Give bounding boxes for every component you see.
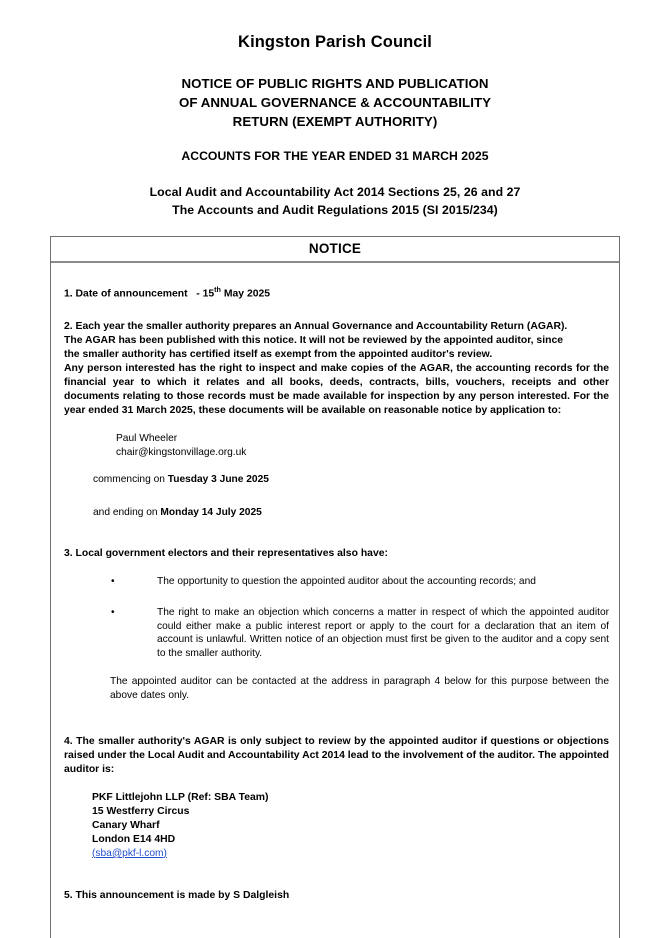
spacer — [62, 459, 609, 473]
page-title: Kingston Parish Council — [238, 33, 432, 51]
section-2-intro — [64, 320, 609, 362]
spacer — [62, 661, 609, 675]
section-3-bullet-list — [62, 575, 609, 661]
notice-table-body — [51, 263, 619, 938]
spacer — [62, 519, 609, 538]
spacer — [62, 487, 609, 506]
auditor-address — [92, 791, 609, 860]
section-1-date-number: 15 — [202, 288, 215, 300]
spacer — [62, 418, 609, 432]
notice-title-line-2: OF ANNUAL GOVERNANCE & ACCOUNTABILITY — [178, 94, 492, 110]
notice-table — [50, 236, 620, 938]
inspection-end-date: Monday 14 July 2025 — [160, 506, 262, 518]
auditor-email-close-paren: ) — [163, 847, 167, 859]
legislation-reference — [0, 184, 670, 219]
spacer — [62, 903, 609, 912]
list-item — [111, 575, 609, 589]
accounts-year-line: ACCOUNTS FOR THE YEAR ENDED 31 MARCH 2025 — [181, 149, 489, 164]
spacer — [62, 880, 609, 889]
inspection-start-prefix: commencing on — [93, 474, 168, 486]
inspection-start-line — [93, 473, 609, 487]
contact-name: Paul Wheeler — [116, 433, 178, 445]
list-item — [111, 606, 609, 661]
contact-email: chair@kingstonvillage.org.uk — [116, 446, 247, 458]
list-item-text: The right to make an objection which concerns a matter in respect of which the appointed auditor could either make a public interest report or apply to the court for a declaration that an item of account is unlawful. Written notice of an objection must first be given to the auditor and a copy sent to the smaller authority. — [157, 606, 609, 660]
notice-title-line-1: NOTICE OF PUBLIC RIGHTS AND PUBLICATION — [181, 75, 489, 91]
auditor-email-address: sba@pkf-l.com — [95, 847, 164, 859]
legislation-line-1: Local Audit and Accountability Act 2014 Sections 25, 26 and 27 — [149, 185, 521, 200]
section-4-review-conditions: 4. The smaller authority's AGAR is only subject to review by the appointed auditor if questions or objections raised under the Local Audit and Accountability Act 2014 lead to the involvement of the auditor. The appointed auditor is: — [64, 736, 609, 776]
section-2-inspection-rights: Any person interested has the right to inspect and make copies of the AGAR, the accounting records for the financial year to which it relates and all books, deeds, contracts, bills, vouchers, receipts and other documents relating to those records must be made available for inspection by any person interested. For the year ended 31 March 2025, these documents will be available on reasonable notice by application to: — [64, 363, 609, 417]
list-item-text: The opportunity to question the appointed auditor about the accounting records; and — [157, 576, 536, 588]
bullet-icon: • — [111, 606, 115, 618]
spacer — [62, 538, 609, 547]
auditor-address-line-3: Canary Wharf — [92, 820, 160, 832]
section-1-date-rest: May 2025 — [223, 288, 271, 300]
auditor-email-open-paren: ( — [92, 847, 96, 859]
spacer — [62, 301, 609, 320]
spacer — [62, 702, 609, 721]
section-2-line-1: 2. Each year the smaller authority prepares an Annual Governance and Accountability Return (AGAR). — [64, 321, 568, 333]
spacer — [62, 561, 609, 575]
document-heading — [0, 0, 670, 219]
spacer — [62, 777, 609, 791]
notice-table-header: NOTICE — [51, 237, 619, 263]
section-1-separator: - — [196, 288, 200, 300]
notice-title — [0, 75, 670, 132]
section-1-label: 1. Date of announcement — [64, 288, 188, 300]
section-3-closing-note: The appointed auditor can be contacted at the address in paragraph 4 below for this purpose between the above dates only. — [110, 675, 609, 701]
auditor-email-link[interactable] — [92, 848, 167, 859]
auditor-email-line — [92, 847, 609, 861]
section-2-line-3: the smaller authority has certified itself as exempt from the appointed auditor's review. — [64, 349, 493, 361]
section-2-line-2: The AGAR has been published with this notice. It will not be reviewed by the appointed auditor, since — [64, 335, 564, 347]
section-1-date-ordinal: th — [214, 285, 221, 294]
legislation-line-2: The Accounts and Audit Regulations 2015 (SI 2015/234) — [172, 202, 498, 217]
section-5-announcement: 5. This announcement is made by S Dalgleish — [64, 889, 290, 901]
auditor-address-line-4: London E14 4HD — [92, 833, 176, 845]
inspection-start-date: Tuesday 3 June 2025 — [167, 474, 269, 486]
contact-details — [116, 432, 609, 459]
spacer — [62, 861, 609, 880]
section-1-date-of-announcement — [64, 285, 609, 301]
spacer — [62, 721, 609, 735]
section-3-heading: 3. Local government electors and their representatives also have: — [64, 548, 388, 560]
notice-title-line-3: RETURN (EXEMPT AUTHORITY) — [232, 113, 438, 129]
auditor-address-line-1: PKF Littlejohn LLP (Ref: SBA Team) — [92, 792, 269, 804]
auditor-address-line-2: 15 Westferry Circus — [92, 806, 190, 818]
inspection-end-prefix: and ending on — [93, 506, 161, 518]
inspection-end-line — [93, 506, 609, 520]
bullet-icon: • — [111, 576, 115, 588]
spacer — [62, 589, 609, 606]
